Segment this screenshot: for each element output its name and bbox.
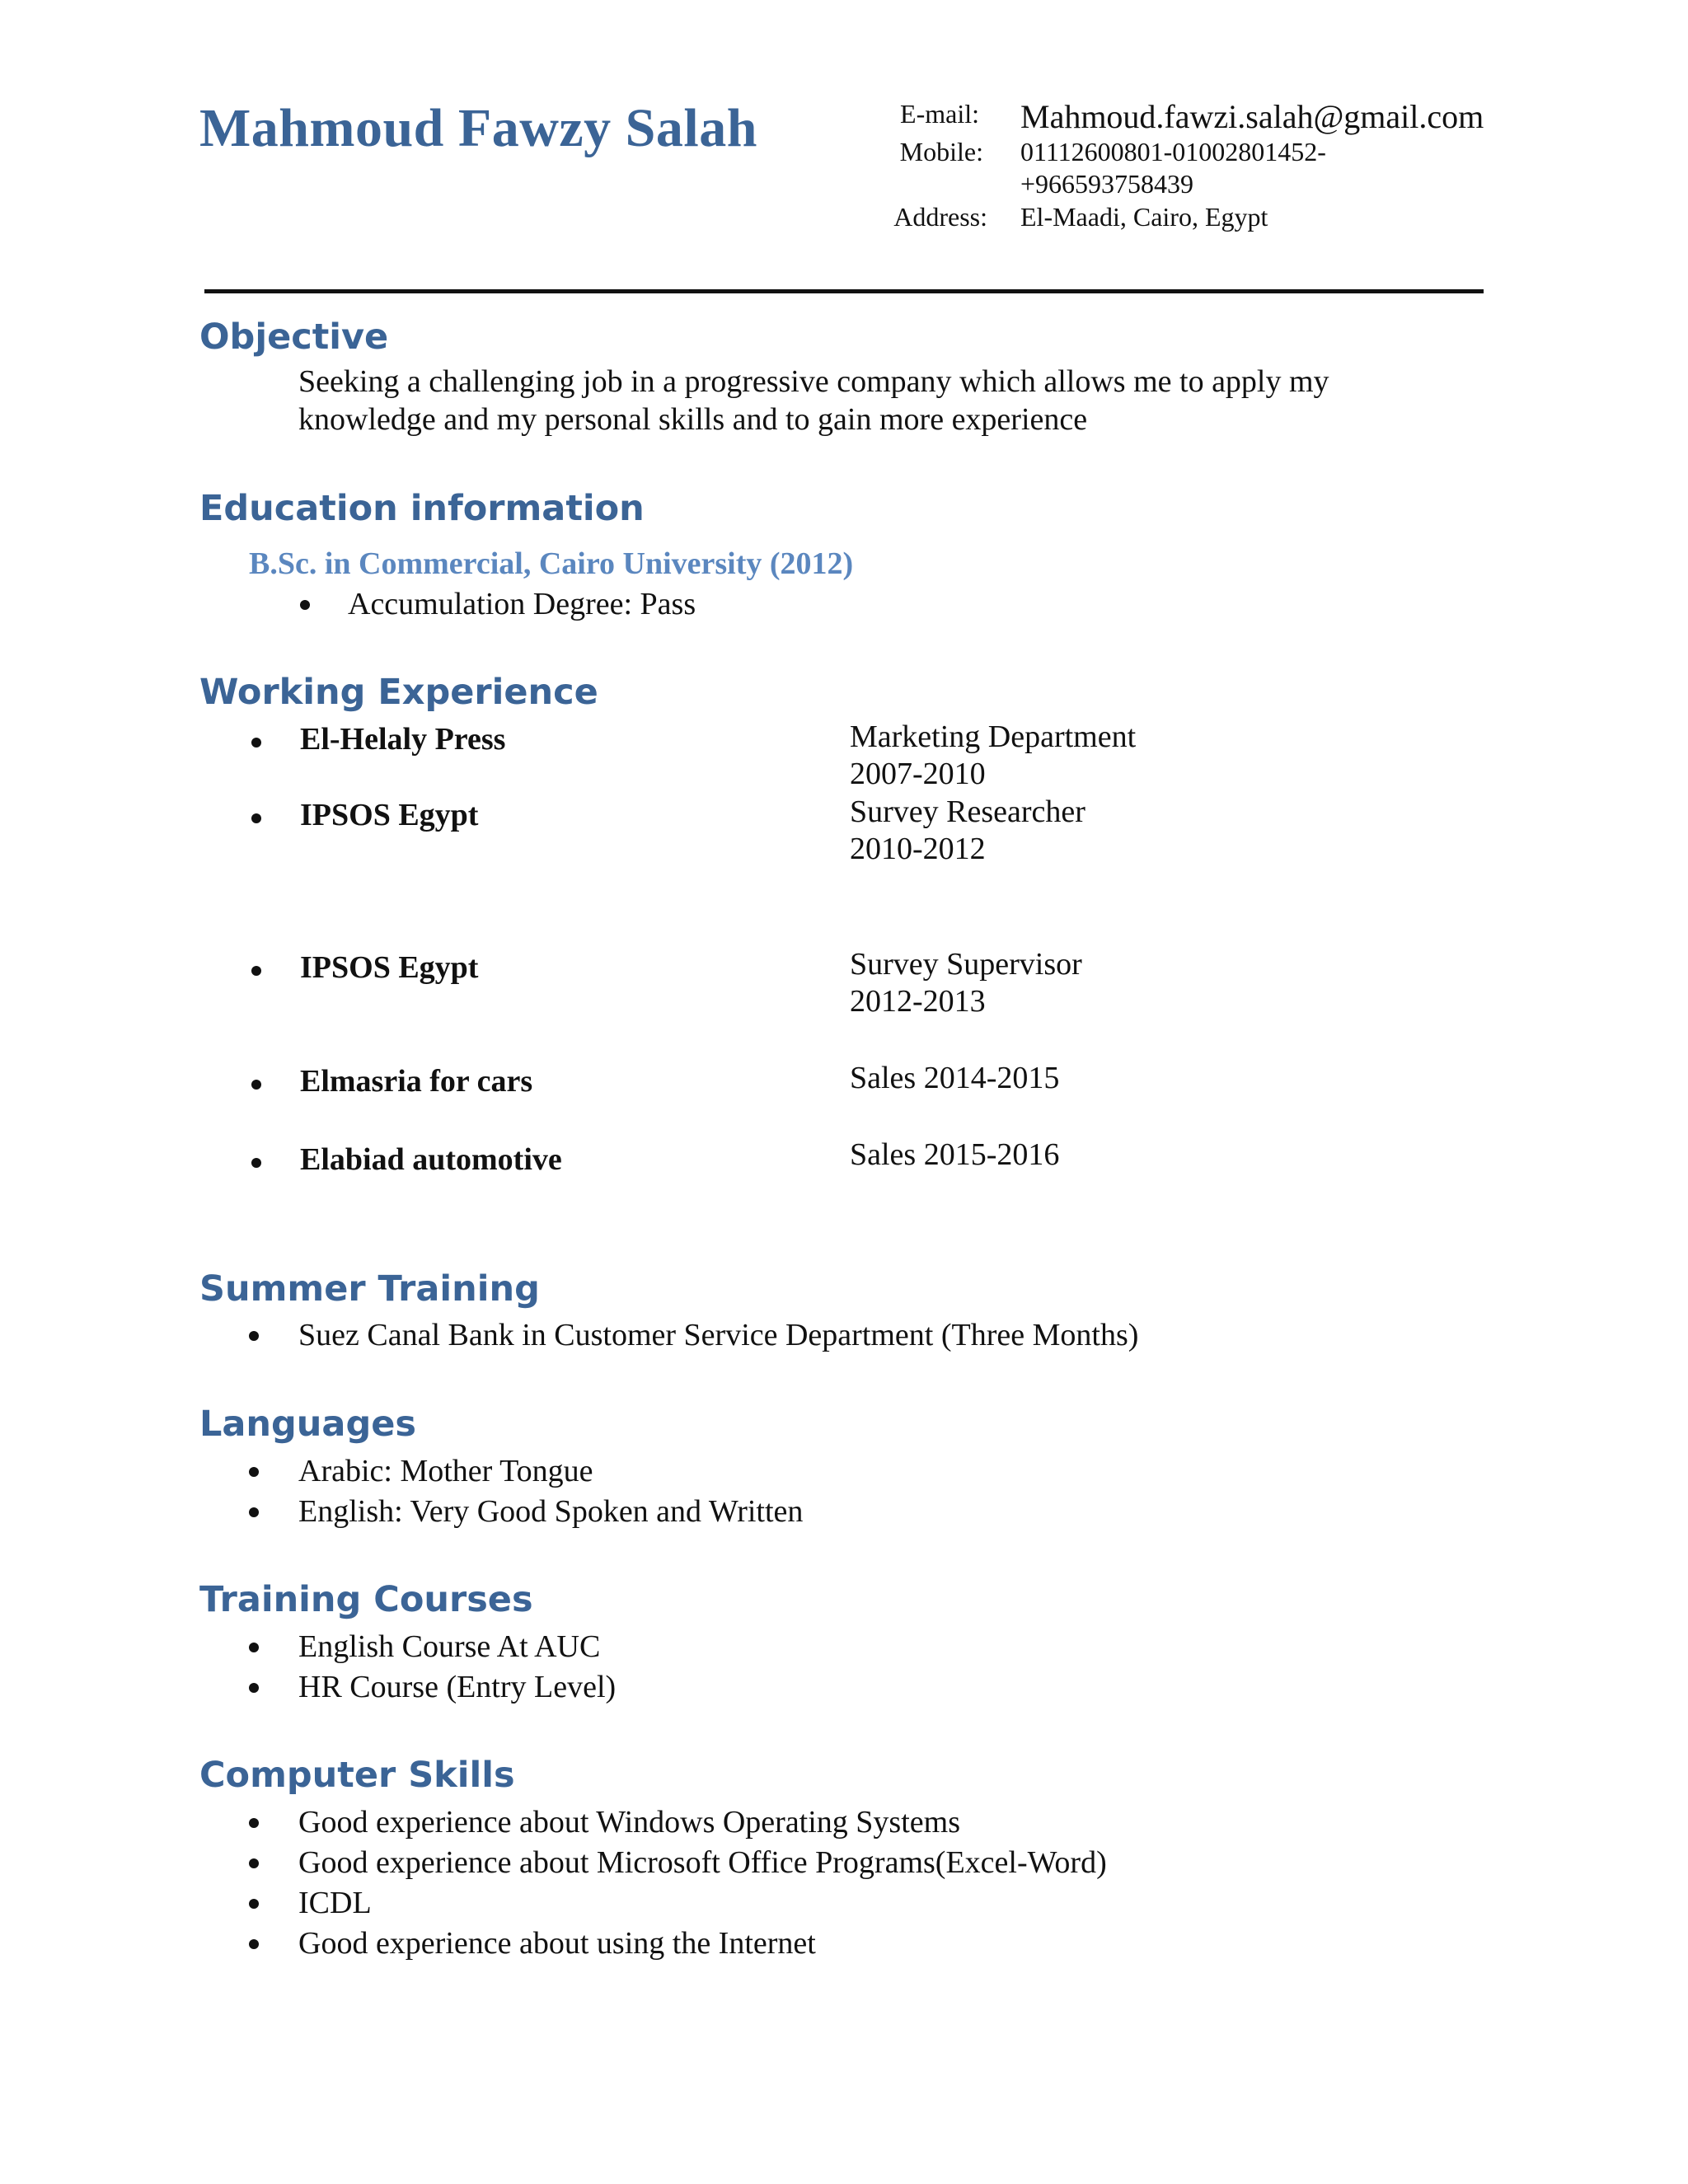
mobile-value-line2: +966593758439 xyxy=(1020,169,1194,199)
job-company: Elmasria for cars xyxy=(300,1064,533,1099)
bullet xyxy=(251,813,261,823)
skill-item: Good experience about Microsoft Office Programs(Excel-Word) xyxy=(298,1845,1107,1880)
objective-line-1: Seeking a challenging job in a progressive company which allows me to apply my xyxy=(298,364,1329,399)
languages-heading: Languages xyxy=(199,1404,416,1445)
job-role: Marketing Department xyxy=(850,719,1137,754)
bullet xyxy=(249,1331,259,1341)
objective-line-2: knowledge and my personal skills and to gain more experience xyxy=(298,402,1088,437)
language-item: Arabic: Mother Tongue xyxy=(298,1454,593,1488)
computer-skills-heading: Computer Skills xyxy=(199,1755,515,1796)
bullet xyxy=(251,1158,261,1168)
degree-title: B.Sc. in Commercial, Cairo University (2012) xyxy=(249,546,854,581)
summer-training-item: Suez Canal Bank in Customer Service Department (Three Months) xyxy=(298,1318,1139,1352)
bullet xyxy=(251,1080,261,1090)
job-company: Elabiad automotive xyxy=(300,1142,562,1177)
job-role: Sales 2015-2016 xyxy=(850,1137,1060,1172)
bullet xyxy=(249,1939,259,1949)
bullet xyxy=(300,600,310,610)
job-company: IPSOS Egypt xyxy=(300,798,479,832)
education-heading: Education information xyxy=(199,488,645,529)
bullet xyxy=(249,1818,259,1828)
job-role: Survey Researcher xyxy=(850,794,1085,829)
bullet xyxy=(251,738,261,748)
bullet xyxy=(249,1858,259,1868)
skill-item: Good experience about Windows Operating Systems xyxy=(298,1805,960,1840)
job-company: IPSOS Egypt xyxy=(300,950,479,985)
mobile-label: Mobile: xyxy=(899,137,983,166)
bullet xyxy=(249,1899,259,1909)
bullet xyxy=(251,966,261,976)
summer-training-heading: Summer Training xyxy=(199,1268,540,1310)
job-role: Sales 2014-2015 xyxy=(850,1061,1060,1095)
job-role: Survey Supervisor xyxy=(850,947,1082,982)
email-value[interactable]: Mahmoud.fawzi.salah@gmail.com xyxy=(1020,98,1484,135)
job-years: 2007-2010 xyxy=(850,757,986,791)
bullet xyxy=(249,1643,259,1652)
address-value: El-Maadi, Cairo, Egypt xyxy=(1020,202,1268,232)
course-item: English Course At AUC xyxy=(298,1629,601,1664)
skill-item: Good experience about using the Internet xyxy=(298,1926,816,1961)
experience-heading: Working Experience xyxy=(199,672,598,713)
job-years: 2010-2012 xyxy=(850,832,986,866)
skill-item: ICDL xyxy=(298,1886,372,1920)
job-years: 2012-2013 xyxy=(850,984,986,1019)
job-company: El-Helaly Press xyxy=(300,722,506,757)
address-label: Address: xyxy=(893,202,987,232)
education-item: Accumulation Degree: Pass xyxy=(348,587,696,621)
bullet xyxy=(249,1507,259,1517)
email-label: E-mail: xyxy=(900,99,979,129)
bullet xyxy=(249,1467,259,1477)
bullet xyxy=(249,1683,259,1693)
training-courses-heading: Training Courses xyxy=(199,1579,533,1620)
candidate-name: Mahmoud Fawzy Salah xyxy=(199,98,757,158)
header-divider xyxy=(204,289,1484,293)
language-item: English: Very Good Spoken and Written xyxy=(298,1494,804,1529)
objective-heading: Objective xyxy=(199,316,389,358)
mobile-value-line1: 01112600801-01002801452- xyxy=(1020,137,1326,166)
course-item: HR Course (Entry Level) xyxy=(298,1670,617,1704)
